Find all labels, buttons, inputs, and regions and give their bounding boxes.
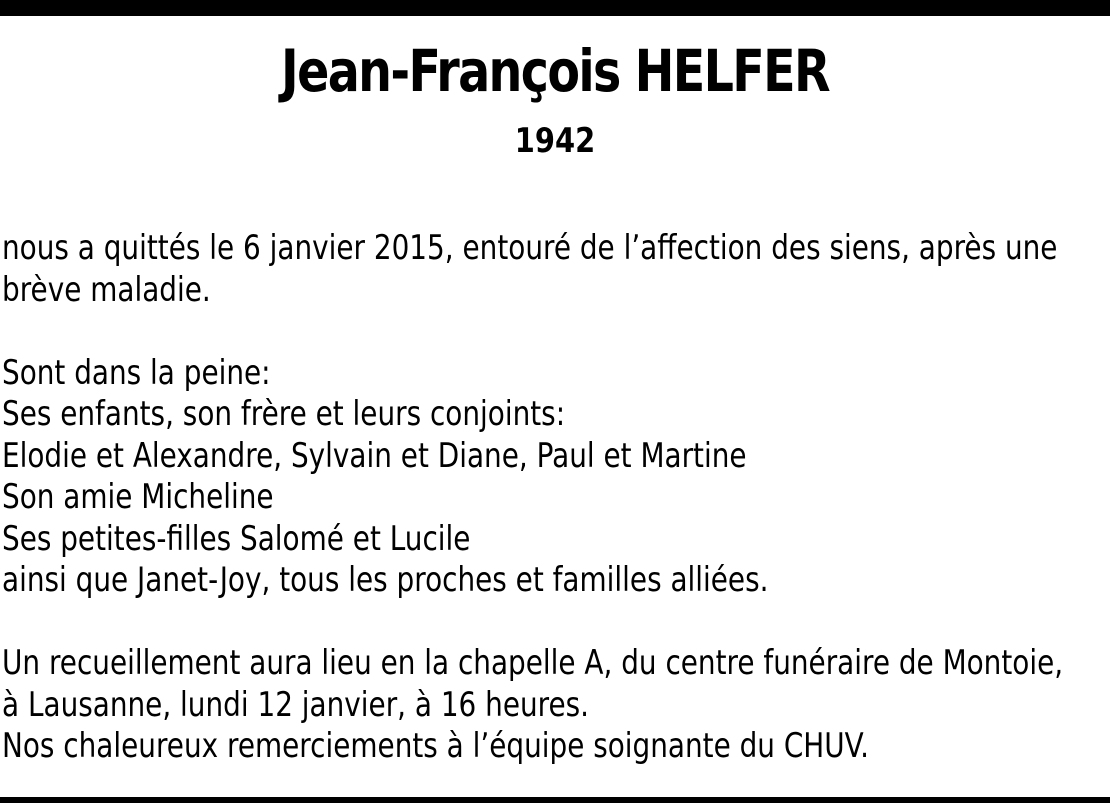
text-line: nous a quittés le 6 janvier 2015, entouré de l’affection des siens, après une	[2, 228, 1058, 268]
notice-body	[2, 228, 1068, 768]
top-border-rule	[0, 0, 1110, 16]
text-line: Elodie et Alexandre, Sylvain et Diane, Paul et Martine	[2, 435, 747, 476]
paragraph-gap	[2, 602, 1068, 644]
text-line: Un recueillement aura lieu en la chapelle A, du centre funéraire de Montoie,	[2, 643, 1064, 683]
text-line: brève maladie.	[2, 269, 211, 310]
text-line: à Lausanne, lundi 12 janvier, à 16 heures.	[2, 684, 590, 725]
text-line: Ses enfants, son frère et leurs conjoints:	[2, 394, 566, 434]
text-line: Nos chaleureux remerciements à l’équipe soignante du CHUV.	[2, 726, 870, 766]
deceased-name: Jean-François HELFER	[281, 37, 829, 105]
bottom-border-rule	[0, 797, 1110, 803]
birth-year: 1942	[514, 121, 596, 161]
text-line: Ses petites-filles Salomé et Lucile	[2, 518, 471, 559]
paragraph-gap	[2, 311, 1068, 353]
text-line: ainsi que Janet-Joy, tous les proches et familles alliées.	[2, 560, 769, 600]
notice-header	[0, 36, 1110, 162]
text-line: Sont dans la peine:	[2, 352, 271, 393]
text-line: Son amie Micheline	[2, 477, 274, 517]
